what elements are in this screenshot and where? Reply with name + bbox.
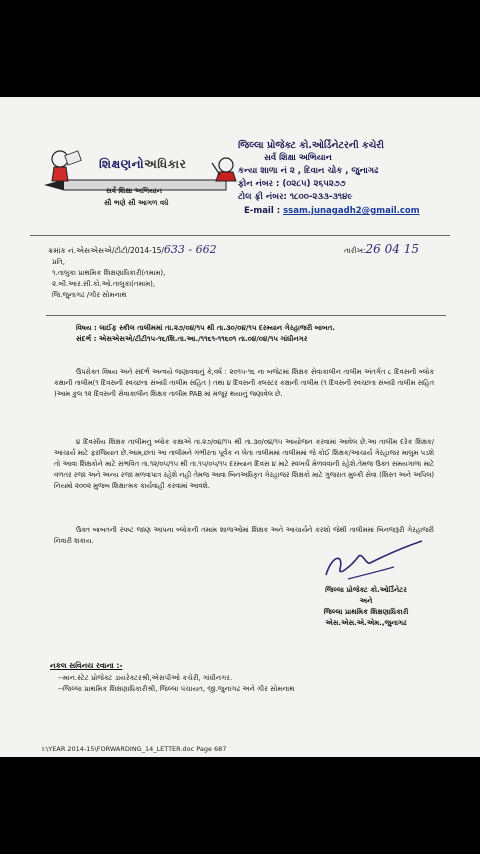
- body-paragraph-2: ૪ દિવસીય શિક્ષક તાલીમનું બ્લોક કક્ષાએ તા.૨૭/૦૪/૧૫ થી તા.૩૦/૦૪/૧૫ આયોજન કરવામાં આવેલ છે.આ તાલીમ દરેક શિક્ષક/આચાર્ય માટે ફરજિયાત છે.આમ,છતાં આ તાલીમને ગંભીરતા પૂર્વક ન લેતા તાલીમમાં તાલીમમાં જે કોઈ શિક્ષક/આચાર્ય ગેરહાજર માલુમ પડશે તો આવા શિક્ષકોને માટે સંભવિત તા.૧૨/૦૫/૧૫ થી તા.૧૫/૦૫/૧૫ દરમ્યાન દિવસ ૪ માટે સ્વખર્ચે મેળવવાની રહેશે.તેમજ ઉક્ત સમયગાળા માટે વળતર રજા અને અન્ય રજા મળવાપાત્ર રહેશે નહી તેમજ આવા બિનઅધિકૃત ગેરહાજર શિક્ષકો માટે ગુજરાત મુલ્કી સેવા (શિસ્ત અને અપિલ) નિયમો ૨૦૦૨ મુજબ શિક્ષાત્મક કાર્યવાહી કરવામાં આવશે.: [54, 438, 434, 490]
- signatory-title: જિલ્લા પ્રાથમિક શિક્ષણાધિકારી: [323, 608, 409, 616]
- addressee-greeting: પ્રતિ,: [52, 258, 65, 266]
- subject-line: વિષય : લાઈફ સ્કીલ તાલીમમાં તા.૨૭/૦૪/૧૫ થી તા.૩૦/૦૪/૧૫ દરમ્યાન ગેરહાજરી બાબત.: [76, 324, 335, 332]
- email-line: E-mail : ssam.junagadh2@gmail.com: [244, 206, 420, 216]
- signature-mark: [318, 535, 428, 585]
- tollfree-number: ટોલ ફ્રી નંબર: ૧૮૦૦-૨૩૩-૩૧૪૯: [238, 192, 353, 202]
- letterhead-divider: [30, 235, 450, 236]
- bottom-black-bar: [0, 757, 480, 854]
- letter-page: [0, 97, 480, 757]
- signatory-conjunction: અને: [359, 597, 373, 605]
- file-path-footer: I:\YEAR 2014-15\FORWARDING_14_LETTER.doc Page 687: [42, 745, 227, 753]
- office-name: જિલ્લા પ્રોજેક્ટ કો.ઓર્ડિનેટરની કચેરી: [238, 140, 384, 151]
- subject-block: [76, 323, 335, 345]
- addressee-line: ૨.બી.આર.સી.કો.ઓ.તાલુકા(તમામ),: [52, 280, 156, 288]
- letterhead-contact: [238, 139, 468, 218]
- org-name: સર્વ શિક્ષા અભિયાન: [264, 153, 332, 163]
- handwritten-date: 26 04 15: [365, 242, 419, 256]
- signatory-title: જિલ્લા પ્રોજેક્ટ કો.ઓર્ડિનેટર: [325, 586, 407, 594]
- top-black-bar: [0, 0, 480, 97]
- reference-line: સંદર્ભ : એસએસએ/ટીટી૧૫-૧૬/શિ.તા.આ./૧૧૬૧-૧૧૬૦૧ તા.૦૪/૦૪/૧૫ ગાંધીનગર: [76, 335, 308, 343]
- letter-date: તારીખ:26 04 15: [344, 242, 419, 256]
- ssa-logo: [44, 145, 244, 215]
- subject-divider: [46, 315, 446, 316]
- copy-to-list: [58, 673, 295, 695]
- body-paragraph-3: ઉક્ત બાબતની સ્પષ્ટ જાણ આપના બ્લોકની તમામ શાળાઓમાં શિક્ષક અને આચાર્યને કરશો જેથી તાલીમમાં બિનજરૂરી ગેરહાજરી નિવારી શકાય.: [54, 526, 434, 545]
- reference-number: ક્રમાંક નં.એસએસએ/ટીટી/2014-15/633 - 662: [48, 243, 217, 256]
- office-address: કન્યા શાળા નં ૨ , દિવાન ચોક , જુનાગઢ: [238, 166, 379, 176]
- copy-to-title: નકલ સવિનય રવાના :-: [50, 661, 123, 670]
- copy-recipient: --જિલ્લા પ્રાથમિક શિક્ષણાધિકારીશ્રી, જિલ્લા પંચાયત, જી.જુનાગઢ અને ગીર સોમનાથ: [58, 685, 295, 693]
- addressee-line: જિ.જુનાગઢ /ગીર સોમનાથ: [52, 291, 127, 299]
- addressee-line: ૧.તાલુકા પ્રાથમિક શિક્ષણાધિકારી(તમામ),: [52, 269, 166, 277]
- addressee-block: [52, 257, 165, 301]
- signatory-office: એસ.એસ.એ.એમ.,જુનાગઢ: [325, 619, 407, 627]
- logo-tagline: સૌ ભણે સૌ આગળ વધે: [104, 199, 169, 207]
- body-paragraph-1: ઉપરોક્ત વિષય અને સંદર્ભ અન્વયે જણાવવાનું કે,વર્ષ : ૨૦૧૫-૧૬ ના બજેટમાં શિક્ષક સેવાકાલીન તાલીમ અંતર્ગત ૮ દિવસની બ્લોક કક્ષાની તાલીમ(૧ દિવસની સ્વચ્છતા સંબંધી તાલીમ સહિત ) તથા ૪ દિવસની ક્લસ્ટર કક્ષાની તાલીમ (૧ દિવસની સ્વચ્છતા સંબંધી તાલીમ સહિત )આમ કુલ ૧૨ દિવસની સેવાકાલીન શિક્ષક તાલીમ PAB માં મંજૂર થયાનું જણાવેલ છે.: [54, 368, 434, 398]
- signature-block: [296, 585, 436, 629]
- phone-number: ફોન નંબર : (૦૨૮૫) ૨૬૫૨૭૭: [238, 179, 346, 189]
- handwritten-ref: 633 - 662: [163, 243, 217, 256]
- copy-recipient: --માન.સ્ટેટ પ્રોજેક્ટ ડાયરેક્ટરશ્રી,એસપીઓ કચેરી, ગાંધીનગર.: [58, 674, 233, 682]
- logo-title: શિક્ષણનોઅધિકાર: [99, 157, 187, 171]
- logo-subtitle: સર્વ શિક્ષા અભિયાન: [106, 187, 162, 195]
- email-link[interactable]: ssam.junagadh2@gmail.com: [283, 206, 420, 216]
